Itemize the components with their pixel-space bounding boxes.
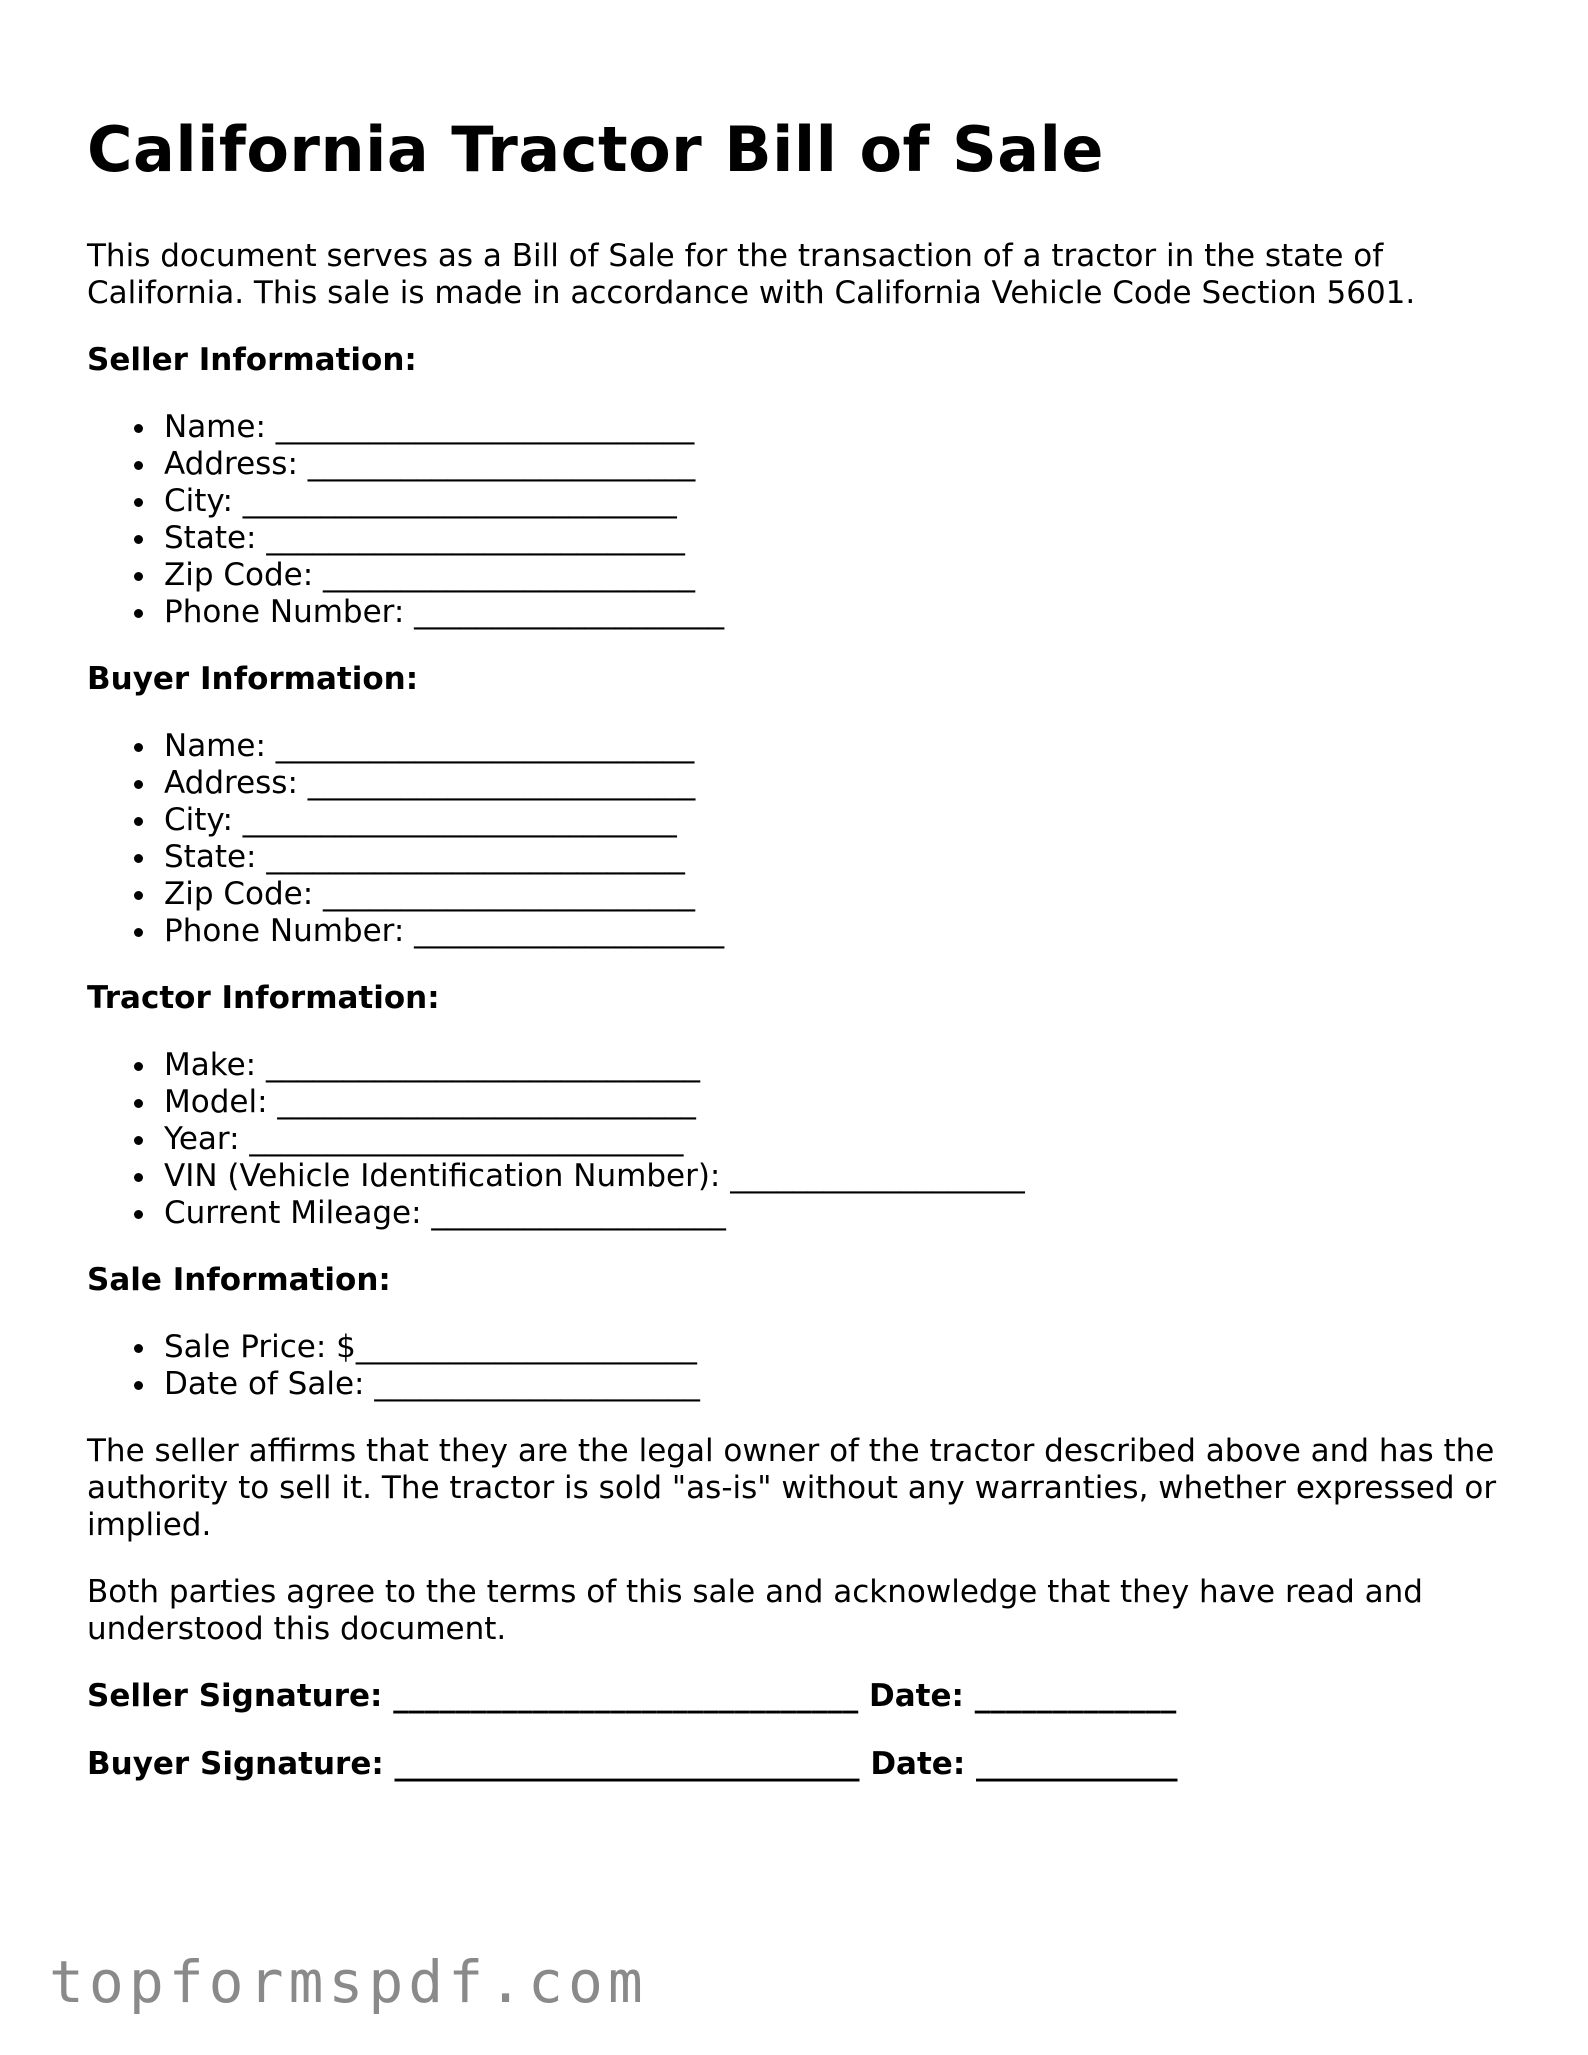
tractor-mileage-field: Current Mileage: ___________________: [164, 1195, 1527, 1232]
intro-paragraph: This document serves as a Bill of Sale for the transaction of a tractor in the state of California. This sale is made in accordance with California Vehicle Code Section 5601.: [87, 238, 1416, 311]
seller-state-field: State: ___________________________: [164, 520, 1527, 557]
sale-price-field: Sale Price: $______________________: [164, 1329, 1527, 1366]
seller-fields-list: [87, 409, 1527, 631]
buyer-address-field: Address: _________________________: [164, 765, 1527, 802]
agreement-paragraph: Both parties agree to the terms of this sale and acknowledge that they have read and understood this document.: [87, 1574, 1423, 1647]
seller-zip-field: Zip Code: ________________________: [164, 557, 1527, 594]
sale-heading: Sale Information:: [87, 1262, 391, 1298]
document-title: California Tractor Bill of Sale: [87, 113, 1104, 186]
tractor-make-field: Make: ____________________________: [164, 1047, 1527, 1084]
tractor-heading: Tractor Information:: [87, 980, 440, 1016]
buyer-name-field: Name: ___________________________: [164, 728, 1527, 765]
seller-name-field: Name: ___________________________: [164, 409, 1527, 446]
buyer-state-field: State: ___________________________: [164, 839, 1527, 876]
tractor-vin-field: VIN (Vehicle Identification Number): ___________________: [164, 1158, 1527, 1195]
buyer-heading: Buyer Information:: [87, 661, 419, 697]
tractor-year-field: Year: ____________________________: [164, 1121, 1527, 1158]
tractor-model-field: Model: ___________________________: [164, 1084, 1527, 1121]
seller-signature-line: Seller Signature: ______________________________ Date: _____________: [87, 1678, 1177, 1714]
site-watermark: topformspdf.com: [49, 1948, 648, 2016]
buyer-signature-line: Buyer Signature: ______________________________ Date: _____________: [87, 1746, 1178, 1782]
buyer-city-field: City: ____________________________: [164, 802, 1527, 839]
buyer-fields-list: [87, 728, 1527, 950]
buyer-zip-field: Zip Code: ________________________: [164, 876, 1527, 913]
affirmation-paragraph: The seller affirms that they are the legal owner of the tractor described above and has the authority to sell it. The tractor is sold "as-is" without any warranties, whether expressed or implied.: [87, 1433, 1497, 1543]
sale-fields-list: [87, 1329, 1527, 1403]
seller-phone-field: Phone Number: ____________________: [164, 594, 1527, 631]
tractor-fields-list: [87, 1047, 1527, 1232]
sale-date-field: Date of Sale: _____________________: [164, 1366, 1527, 1403]
seller-city-field: City: ____________________________: [164, 483, 1527, 520]
seller-address-field: Address: _________________________: [164, 446, 1527, 483]
seller-heading: Seller Information:: [87, 342, 417, 378]
buyer-phone-field: Phone Number: ____________________: [164, 913, 1527, 950]
document-page: [87, 110, 1527, 1814]
